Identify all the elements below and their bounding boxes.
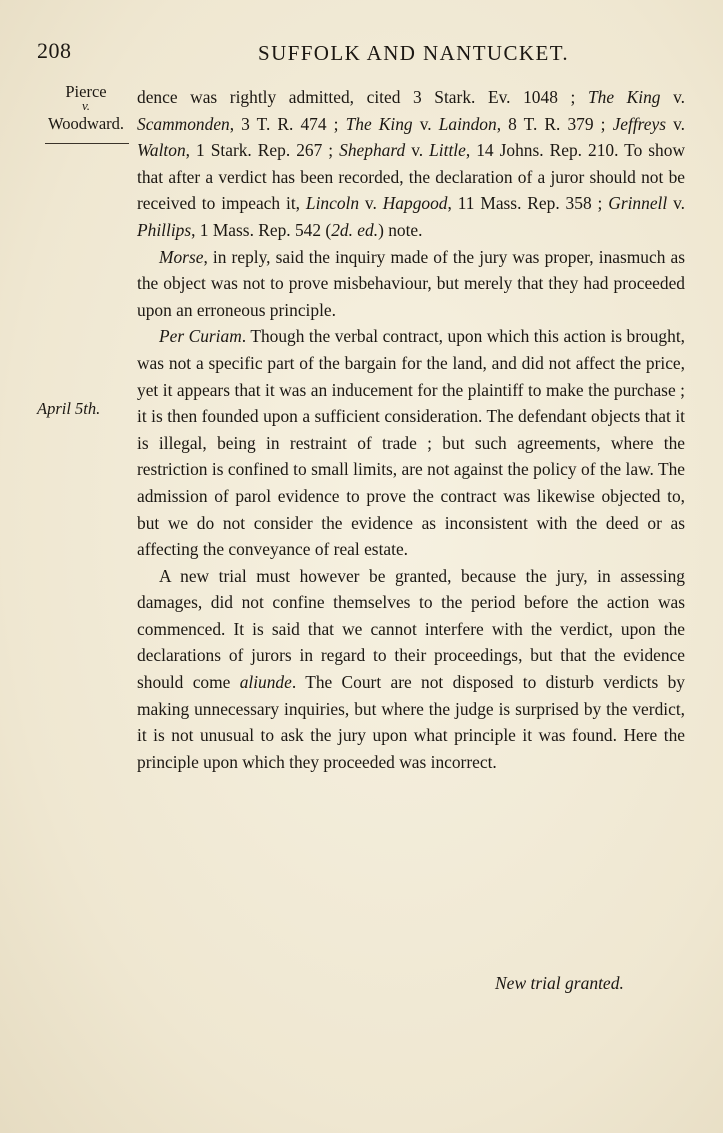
margin-divider <box>45 143 129 144</box>
margin-defendant: Woodward. <box>47 114 125 133</box>
running-title: SUFFOLK AND NANTUCKET. <box>258 41 570 65</box>
italic-segment: Little <box>429 140 466 161</box>
margin-date: April 5th. <box>37 399 101 418</box>
italic-segment: Per Curiam <box>159 326 242 347</box>
italic-segment: Lincoln <box>305 193 360 214</box>
text-segment: A new trial must however be granted, because the jury, in assessing damages, did not confine themselves to the period before the action was commenced. It is said that we cannot interfere with the verdict, upon the declarations of jurors in regard to their proceedings, but that the evidence should come <box>137 565 685 693</box>
italic-segment: Scammonden <box>137 113 230 134</box>
text-segment: v. <box>660 87 686 107</box>
italic-segment: The King <box>345 113 413 134</box>
paragraph-citations <box>137 84 685 244</box>
text-segment: , in reply, said the inquiry made of the jury was proper, inasmuch as the object was not to prove misbehaviour, but merely that they had proceeded upon an erroneous principle. <box>137 246 685 320</box>
closing-judgment: New trial granted. <box>495 973 624 993</box>
italic-segment: Phillips <box>137 219 192 240</box>
margin-plaintiff: Pierce <box>65 82 107 101</box>
text-segment: , 1 Stark. Rep. 267 ; <box>185 140 340 161</box>
italic-segment: Shephard <box>339 140 406 161</box>
text-segment: , 8 T. R. 379 ; <box>496 113 613 134</box>
margin-versus: v. <box>81 98 91 113</box>
paragraph-opinion <box>137 323 685 562</box>
italic-segment: Walton <box>137 140 186 161</box>
text-segment: dence was rightly admitted, cited 3 Stark. Ev. 1048 ; <box>137 87 588 107</box>
text-segment: . Though the verbal contract, upon which this action is brought, was not a specific part of the bargain for the land, and did not affect the price, yet it appears that it was an inducement for the plaintiff to make the purchase ; it is then founded upon a sufficient consideration. The defendant objects that it is illegal, being in restraint of trade ; but such agreements, where the restriction is confined to small limits, are not against the policy of the law. The admission of parol evidence to prove the contract was likewise objected to, but we do not consider the evidence as inconsistent with the deed or as affecting the conveyance of real estate. <box>137 326 686 560</box>
italic-segment: The King <box>587 87 661 107</box>
italic-segment: Hapgood <box>382 193 448 214</box>
italic-segment: Morse <box>159 246 204 267</box>
body-text <box>137 84 685 775</box>
text-segment: v. <box>666 113 686 134</box>
paragraph-reply <box>137 244 685 324</box>
italic-segment: Jeffreys <box>612 113 666 134</box>
text-segment: . The Court are not disposed to disturb verdicts by making unnecessary inquiries, but where the judge is surprised by the verdict, it is not unusual to ask the jury upon what principle it was found. Here the principle upon which they proceeded was incorrect. <box>137 672 685 772</box>
page-number: 208 <box>37 38 72 63</box>
text-segment: v. <box>405 140 430 161</box>
text-segment: v. <box>359 193 383 214</box>
italic-segment: Grinnell <box>608 193 668 214</box>
text-segment: v. <box>667 193 686 214</box>
italic-segment: 2d. ed. <box>331 219 379 240</box>
text-segment: , 3 T. R. 474 ; <box>229 113 346 134</box>
text-segment: ) note. <box>378 219 423 240</box>
paragraph-new-trial <box>137 563 685 776</box>
italic-segment: aliunde <box>239 672 292 693</box>
text-segment: , 14 Johns. Rep. 210. To show that after a verdict has been recorded, the declaration of a juror should not be received to impeach it, <box>137 140 685 214</box>
italic-segment: Laindon <box>438 113 497 134</box>
text-segment: v. <box>412 113 439 134</box>
text-segment: , 11 Mass. Rep. 358 ; <box>447 193 609 214</box>
text-segment: , 1 Mass. Rep. 542 ( <box>191 219 332 240</box>
